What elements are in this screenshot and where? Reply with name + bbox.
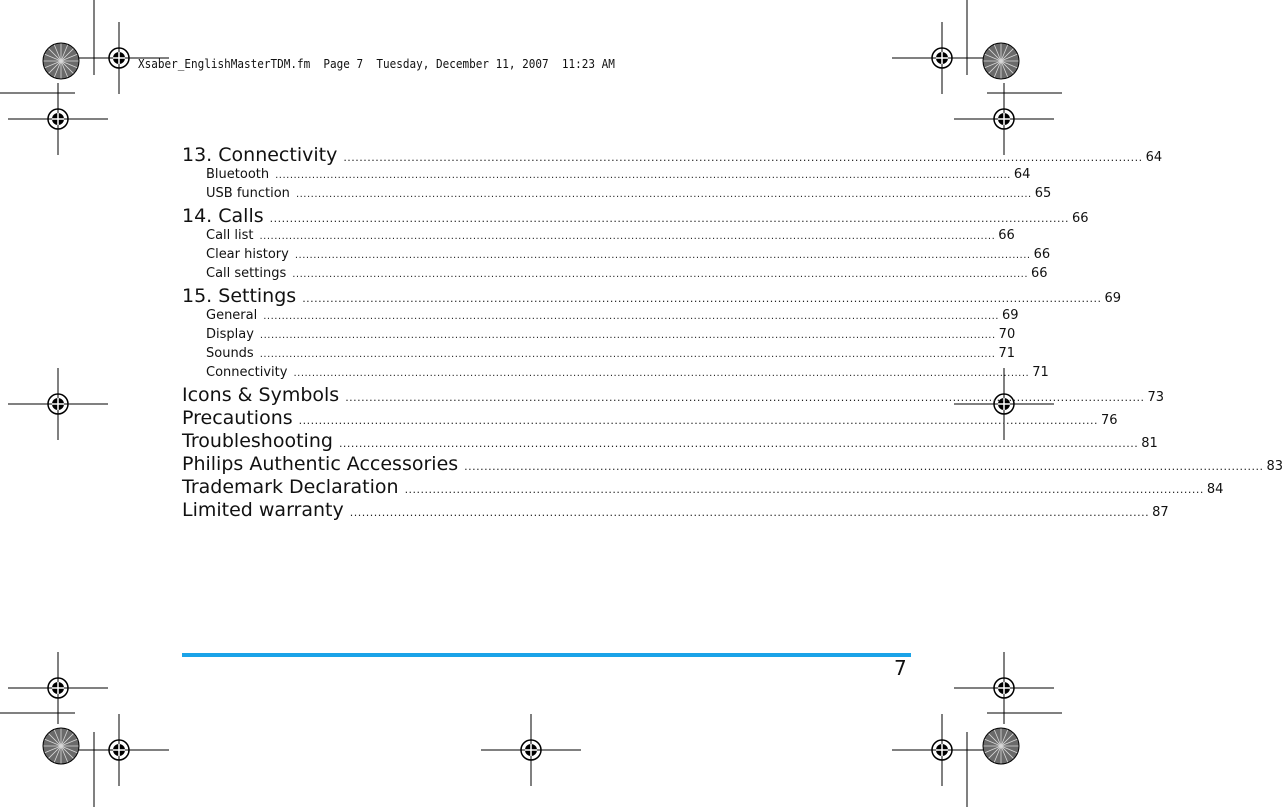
print-header: Xsaber_EnglishMasterTDM.fm Page 7 Tuesday, December 11, 2007 11:23 AM bbox=[138, 56, 615, 71]
toc-entry-page: 64 bbox=[1013, 167, 1031, 182]
toc-leader-dots: ........................................................................................................................................................................................................ bbox=[259, 349, 996, 360]
toc-chapter-entry[interactable] bbox=[182, 205, 1089, 228]
toc-leader-dots: ........................................................................................................................................................................................................ bbox=[349, 506, 1150, 519]
toc-entry-page: 69 bbox=[1001, 308, 1019, 323]
toc-chapter-entry[interactable] bbox=[182, 453, 1283, 476]
toc-chapter-entry[interactable] bbox=[182, 499, 1169, 522]
toc-entry-label: Call settings bbox=[206, 266, 287, 281]
page-number: 7 bbox=[894, 656, 907, 680]
toc-entry-page: 66 bbox=[1031, 266, 1048, 281]
toc-leader-dots: ........................................................................................................................................................................................................ bbox=[263, 311, 999, 322]
toc-leader-dots: ........................................................................................................................................................................................................ bbox=[292, 269, 1028, 280]
toc-entry-page: 66 bbox=[1033, 247, 1051, 262]
toc-chapter-entry[interactable] bbox=[182, 476, 1224, 499]
toc-entry-page: 65 bbox=[1034, 186, 1052, 201]
toc-leader-dots: ........................................................................................................................................................................................................ bbox=[345, 391, 1145, 404]
toc-entry-page: 84 bbox=[1206, 482, 1224, 497]
toc-entry-label: USB function bbox=[206, 186, 290, 201]
toc-entry-label: Connectivity bbox=[206, 365, 288, 380]
toc-section-entry[interactable] bbox=[182, 247, 1051, 266]
toc-entry-label: Precautions bbox=[182, 407, 293, 429]
toc-chapter-entry[interactable] bbox=[182, 285, 1122, 308]
toc-entry-label: 13. Connectivity bbox=[182, 144, 338, 166]
toc-entry-label: Call list bbox=[206, 228, 254, 243]
toc-entry-page: 66 bbox=[998, 228, 1015, 243]
toc-leader-dots: ........................................................................................................................................................................................................ bbox=[302, 292, 1102, 305]
toc-chapter-entry[interactable] bbox=[182, 144, 1163, 167]
toc-leader-dots: ........................................................................................................................................................................................................ bbox=[293, 368, 1030, 379]
toc-section-entry[interactable] bbox=[182, 308, 1019, 327]
toc-chapter-entry[interactable] bbox=[182, 384, 1165, 407]
toc-leader-dots: ........................................................................................................................................................................................................ bbox=[404, 483, 1204, 496]
toc-leader-dots: ........................................................................................................................................................................................................ bbox=[294, 250, 1031, 261]
toc-entry-page: 71 bbox=[998, 346, 1016, 361]
toc-leader-dots: ........................................................................................................................................................................................................ bbox=[269, 212, 1069, 225]
toc-leader-dots: ........................................................................................................................................................................................................ bbox=[295, 189, 1032, 200]
toc-leader-dots: ........................................................................................................................................................................................................ bbox=[298, 414, 1098, 427]
toc-entry-page: 71 bbox=[1032, 365, 1049, 380]
toc-leader-dots: ........................................................................................................................................................................................................ bbox=[259, 231, 996, 242]
toc-entry-label: Icons & Symbols bbox=[182, 384, 340, 406]
toc-entry-label: Philips Authentic Accessories bbox=[182, 453, 459, 475]
footer-rule bbox=[182, 653, 911, 657]
toc-entry-label: Clear history bbox=[206, 247, 289, 262]
toc-section-entry[interactable] bbox=[182, 167, 1031, 186]
toc-entry-page: 66 bbox=[1071, 211, 1089, 226]
toc-entry-label: 14. Calls bbox=[182, 205, 264, 227]
toc-entry-label: Troubleshooting bbox=[182, 430, 333, 452]
toc-section-entry[interactable] bbox=[182, 228, 1015, 247]
toc-section-entry[interactable] bbox=[182, 186, 1052, 205]
toc-leader-dots: ........................................................................................................................................................................................................ bbox=[275, 170, 1011, 181]
toc-entry-page: 83 bbox=[1266, 459, 1283, 474]
toc-entry-label: Limited warranty bbox=[182, 499, 344, 521]
table-of-contents bbox=[182, 144, 1283, 522]
toc-leader-dots: ........................................................................................................................................................................................................ bbox=[343, 151, 1143, 164]
toc-section-entry[interactable] bbox=[182, 327, 1016, 346]
toc-entry-label: Bluetooth bbox=[206, 167, 270, 182]
toc-entry-label: General bbox=[206, 308, 258, 323]
toc-entry-label: 15. Settings bbox=[182, 285, 297, 307]
toc-entry-page: 76 bbox=[1100, 413, 1118, 428]
toc-section-entry[interactable] bbox=[182, 266, 1048, 285]
toc-entry-label: Display bbox=[206, 327, 254, 342]
toc-section-entry[interactable] bbox=[182, 365, 1049, 384]
toc-entry-label: Trademark Declaration bbox=[182, 476, 399, 498]
toc-leader-dots: ........................................................................................................................................................................................................ bbox=[464, 460, 1264, 473]
toc-entry-page: 64 bbox=[1145, 150, 1163, 165]
toc-entry-page: 70 bbox=[998, 327, 1016, 342]
toc-entry-page: 69 bbox=[1104, 291, 1122, 306]
toc-entry-label: Sounds bbox=[206, 346, 254, 361]
toc-chapter-entry[interactable] bbox=[182, 430, 1158, 453]
toc-section-entry[interactable] bbox=[182, 346, 1016, 365]
toc-entry-page: 73 bbox=[1147, 390, 1165, 405]
toc-chapter-entry[interactable] bbox=[182, 407, 1118, 430]
toc-entry-page: 81 bbox=[1141, 436, 1158, 451]
toc-leader-dots: ........................................................................................................................................................................................................ bbox=[338, 437, 1139, 450]
toc-leader-dots: ........................................................................................................................................................................................................ bbox=[259, 330, 996, 341]
toc-entry-page: 87 bbox=[1152, 505, 1169, 520]
